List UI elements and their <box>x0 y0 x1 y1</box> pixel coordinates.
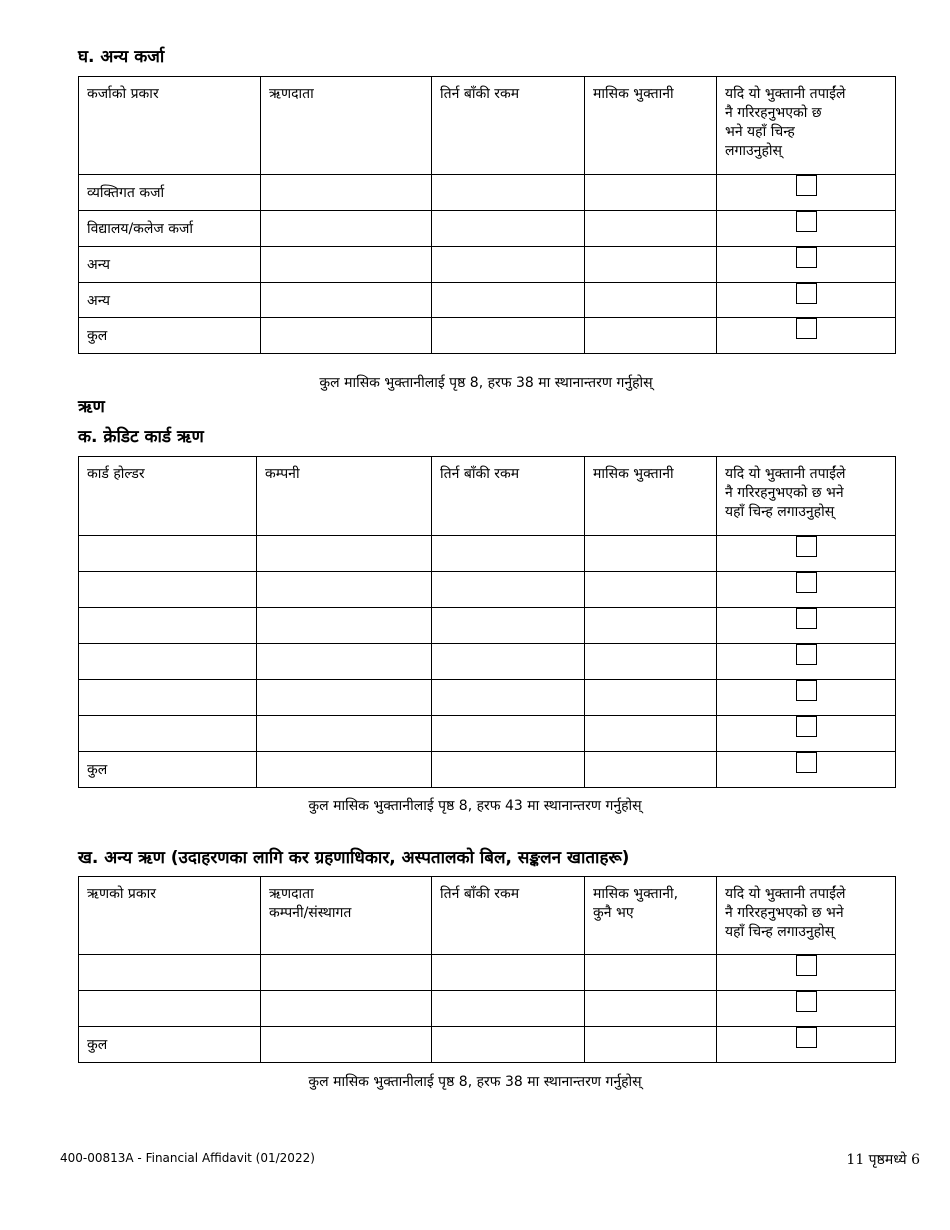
monthly-payment-input[interactable] <box>585 680 717 716</box>
payment-checkbox[interactable] <box>796 752 817 773</box>
monthly-payment-input[interactable] <box>585 1027 717 1063</box>
lender-input[interactable] <box>261 175 432 211</box>
column-header: कर्जाको प्रकार <box>79 77 261 175</box>
monthly-payment-input[interactable] <box>585 175 717 211</box>
balance-input[interactable] <box>432 608 585 644</box>
payment-checkbox[interactable] <box>796 608 817 629</box>
column-header: मासिक भुक्तानी <box>585 77 717 175</box>
checkbox-cell <box>717 716 896 752</box>
transfer-note: कुल मासिक भुक्तानीलाई पृष्ठ 8, हरफ 38 मा स्थानान्तरण गर्नुहोस् <box>319 375 653 391</box>
monthly-payment-input[interactable] <box>585 283 717 318</box>
company-input[interactable] <box>257 608 432 644</box>
payment-checkbox[interactable] <box>796 175 817 196</box>
balance-input[interactable] <box>432 247 585 283</box>
monthly-payment-input[interactable] <box>585 318 717 354</box>
table-row <box>79 175 896 211</box>
checkbox-cell <box>717 955 896 991</box>
checkbox-cell <box>717 608 896 644</box>
balance-input[interactable] <box>432 716 585 752</box>
table-row <box>79 644 896 680</box>
monthly-payment-input[interactable] <box>585 991 717 1027</box>
company-input[interactable] <box>257 752 432 788</box>
table-header-row <box>79 877 896 955</box>
lender-input[interactable] <box>261 283 432 318</box>
table-row <box>79 955 896 991</box>
table-header-row <box>79 457 896 536</box>
monthly-payment-input[interactable] <box>585 955 717 991</box>
total-row <box>79 1027 896 1063</box>
section-ka-heading: क. क्रेडिट कार्ड ऋण <box>78 427 204 447</box>
other-loans-table <box>78 76 896 354</box>
row-label: कुल <box>79 752 257 788</box>
lender-input[interactable] <box>261 955 432 991</box>
row-label: कुल <box>79 318 261 354</box>
card-holder-input[interactable] <box>79 572 257 608</box>
balance-input[interactable] <box>432 211 585 247</box>
table-row <box>79 572 896 608</box>
table-header-row <box>79 77 896 175</box>
monthly-payment-input[interactable] <box>585 572 717 608</box>
row-label: अन्य <box>79 283 261 318</box>
checkbox-cell <box>717 536 896 572</box>
balance-input[interactable] <box>432 536 585 572</box>
payment-checkbox[interactable] <box>796 247 817 268</box>
column-header: यदि यो भुक्तानी तपाईंले नै गरिरहनुभएको छ भने यहाँ चिन्ह लगाउनुहोस् <box>717 77 896 175</box>
monthly-payment-input[interactable] <box>585 752 717 788</box>
form-id: 400-00813A - Financial Affidavit (01/2022) <box>60 1151 315 1165</box>
checkbox-cell <box>717 247 896 283</box>
payment-checkbox[interactable] <box>796 716 817 737</box>
column-header: कार्ड होल्डर <box>79 457 257 536</box>
payment-checkbox[interactable] <box>796 318 817 339</box>
card-holder-input[interactable] <box>79 680 257 716</box>
card-holder-input[interactable] <box>79 536 257 572</box>
section-gha-heading: घ. अन्य कर्जा <box>78 47 165 67</box>
monthly-payment-input[interactable] <box>585 716 717 752</box>
section-kha-heading: ख. अन्य ऋण (उदाहरणका लागि कर ग्रहणाधिकार, अस्पतालको बिल, सङ्कलन खाताहरू) <box>78 848 630 868</box>
checkbox-cell <box>717 644 896 680</box>
transfer-note: कुल मासिक भुक्तानीलाई पृष्ठ 8, हरफ 38 मा स्थानान्तरण गर्नुहोस् <box>308 1074 642 1090</box>
table-row <box>79 716 896 752</box>
checkbox-cell <box>717 211 896 247</box>
table-row <box>79 247 896 283</box>
total-row <box>79 752 896 788</box>
card-holder-input[interactable] <box>79 716 257 752</box>
checkbox-cell <box>717 1027 896 1063</box>
checkbox-cell <box>717 991 896 1027</box>
transfer-note: कुल मासिक भुक्तानीलाई पृष्ठ 8, हरफ 43 मा स्थानान्तरण गर्नुहोस् <box>308 798 642 814</box>
column-header: तिर्न बाँकी रकम <box>432 457 585 536</box>
company-input[interactable] <box>257 716 432 752</box>
balance-input[interactable] <box>432 1027 585 1063</box>
monthly-payment-input[interactable] <box>585 536 717 572</box>
checkbox-cell <box>717 283 896 318</box>
payment-checkbox[interactable] <box>796 680 817 701</box>
card-holder-input[interactable] <box>79 608 257 644</box>
column-header: मासिक भुक्तानी, कुनै भए <box>585 877 717 955</box>
column-header: मासिक भुक्तानी <box>585 457 717 536</box>
balance-input[interactable] <box>432 680 585 716</box>
balance-input[interactable] <box>432 283 585 318</box>
company-input[interactable] <box>257 572 432 608</box>
table-row <box>79 283 896 318</box>
row-label: विद्यालय/कलेज कर्जा <box>79 211 261 247</box>
checkbox-cell <box>717 752 896 788</box>
balance-input[interactable] <box>432 955 585 991</box>
lender-input[interactable] <box>261 318 432 354</box>
balance-input[interactable] <box>432 572 585 608</box>
table-row <box>79 608 896 644</box>
checkbox-cell <box>717 175 896 211</box>
lender-input[interactable] <box>261 247 432 283</box>
debts-heading: ऋण <box>78 397 105 417</box>
card-holder-input[interactable] <box>79 644 257 680</box>
row-label: व्यक्तिगत कर्जा <box>79 175 261 211</box>
payment-checkbox[interactable] <box>796 536 817 557</box>
debt-type-input[interactable] <box>79 991 261 1027</box>
balance-input[interactable] <box>432 318 585 354</box>
payment-checkbox[interactable] <box>796 1027 817 1048</box>
column-header: यदि यो भुक्तानी तपाईंले नै गरिरहनुभएको छ भने यहाँ चिन्ह लगाउनुहोस् <box>717 877 896 955</box>
balance-input[interactable] <box>432 752 585 788</box>
column-header: ऋणदाता कम्पनी/संस्थागत <box>261 877 432 955</box>
payment-checkbox[interactable] <box>796 572 817 593</box>
balance-input[interactable] <box>432 991 585 1027</box>
checkbox-cell <box>717 318 896 354</box>
column-header: तिर्न बाँकी रकम <box>432 77 585 175</box>
monthly-payment-input[interactable] <box>585 608 717 644</box>
credit-card-table <box>78 456 896 788</box>
payment-checkbox[interactable] <box>796 211 817 232</box>
other-debts-table <box>78 876 896 1063</box>
lender-input[interactable] <box>261 1027 432 1063</box>
payment-checkbox[interactable] <box>796 283 817 304</box>
lender-input[interactable] <box>261 991 432 1027</box>
company-input[interactable] <box>257 680 432 716</box>
checkbox-cell <box>717 680 896 716</box>
debt-type-input[interactable] <box>79 955 261 991</box>
payment-checkbox[interactable] <box>796 955 817 976</box>
company-input[interactable] <box>257 536 432 572</box>
table-row <box>79 680 896 716</box>
column-header: ऋणको प्रकार <box>79 877 261 955</box>
table-row <box>79 211 896 247</box>
monthly-payment-input[interactable] <box>585 211 717 247</box>
balance-input[interactable] <box>432 175 585 211</box>
row-label: अन्य <box>79 247 261 283</box>
company-input[interactable] <box>257 644 432 680</box>
lender-input[interactable] <box>261 211 432 247</box>
payment-checkbox[interactable] <box>796 991 817 1012</box>
column-header: यदि यो भुक्तानी तपाईंले नै गरिरहनुभएको छ भने यहाँ चिन्ह लगाउनुहोस् <box>717 457 896 536</box>
checkbox-cell <box>717 572 896 608</box>
table-row <box>79 536 896 572</box>
monthly-payment-input[interactable] <box>585 247 717 283</box>
row-label: कुल <box>79 1027 261 1063</box>
payment-checkbox[interactable] <box>796 644 817 665</box>
balance-input[interactable] <box>432 644 585 680</box>
table-row <box>79 991 896 1027</box>
total-row <box>79 318 896 354</box>
column-header: कम्पनी <box>257 457 432 536</box>
page-number: 11 पृष्ठमध्ये 6 <box>846 1152 920 1168</box>
column-header: ऋणदाता <box>261 77 432 175</box>
monthly-payment-input[interactable] <box>585 644 717 680</box>
column-header: तिर्न बाँकी रकम <box>432 877 585 955</box>
